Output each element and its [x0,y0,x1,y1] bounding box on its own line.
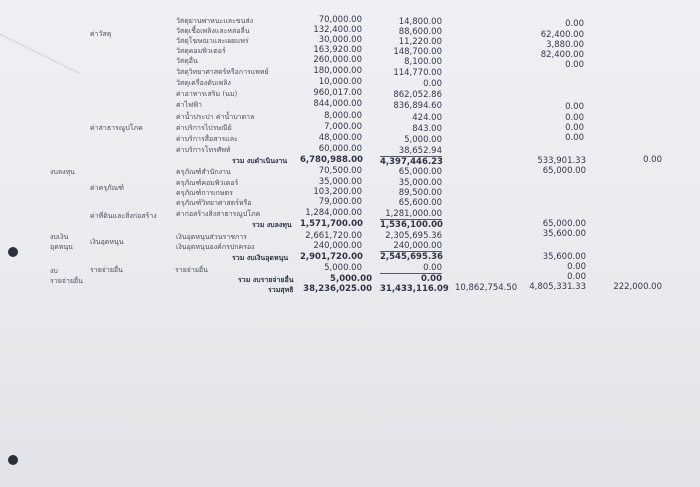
binder-hole-lower [8,455,18,465]
col4-value: 62,400.00 [540,30,584,40]
row-col2: 843.00 [412,124,442,134]
group-label-investment: งบลงทุน [50,168,75,176]
row-col4: 533,901.33 [537,156,586,166]
row-label: วัสดุเชื้อเพลิงและหล่อลื่น [176,27,250,35]
group-label-subsidy: เงินอุดหนุน [90,238,124,246]
row-label: ครุภัณฑ์สำนักงาน [176,168,231,176]
row-label: วัสดุยานพาหนะและขนส่ง [176,17,254,25]
group-label-subsidy-budget-2: อุดหนุน [50,243,73,251]
col4-value: 82,400.00 [540,50,584,60]
row-col2: 0.00 [380,264,442,274]
row-col2: 65,600.00 [398,198,442,208]
row-col1: 30,000.00 [318,35,362,45]
row-col1: 70,500.00 [318,166,362,176]
row-col1: 60,000.00 [318,144,362,154]
row-col2: 5,000.00 [404,135,442,145]
row-col1: 8,000.00 [324,111,362,121]
subtotal-label: รวม งบรายจ่ายอื่น [238,276,294,284]
row-col1: 960,017.00 [313,88,362,98]
row-col1: 844,000.00 [313,99,362,109]
row-col2: 0.00 [423,79,442,89]
row-label: ครุภัณฑ์คอมพิวเตอร์ [176,179,239,187]
row-label: ค่าอาหารเสริม (นม) [176,90,238,98]
subtotal-label: รวม งบเงินอุดหนุน [232,254,289,262]
row-col2: 65,000.00 [398,167,442,177]
row-col2: 836,894.60 [393,101,442,111]
row-col1: 180,000.00 [313,66,362,76]
row-col1: 10,000.00 [318,77,362,87]
grand-total-col3: 10,862,754.50 [455,283,518,293]
row-col2: 2,545,695.36 [380,252,443,262]
row-label: วัสดุวิทยาศาสตร์หรือการแพทย์ [176,68,269,76]
row-col1: 163,920.00 [313,45,362,55]
row-col2: 1,536,100.00 [380,220,443,230]
row-col1: 6,780,988.00 [300,155,363,165]
row-col4: 65,000.00 [542,166,586,176]
row-col5: 0.00 [643,155,662,165]
row-col4: 35,600.00 [542,229,586,239]
col4-value: 0.00 [565,19,584,29]
row-label: วัสดุเครื่องดับเพลิง [176,79,231,87]
col4-value: 0.00 [565,133,584,143]
row-label: ค่าน้ำประปา ค่าน้ำบาดาล [176,113,255,121]
row-label: เงินอุดหนุนส่วนราชการ [176,233,247,241]
row-col2: 11,220.00 [398,37,442,47]
col4-value: 0.00 [565,113,584,123]
row-col2: 148,700.00 [393,47,442,57]
row-col1: 132,400.00 [313,25,362,35]
row-label: วัสดุโฆษณาและเผยแพร่ [176,37,249,45]
row-label: ค่าก่อสร้างสิ่งสาธารณูปโภค [176,210,261,218]
row-col1: 5,000.00 [330,274,372,284]
row-col1: 1,284,000.00 [305,208,362,218]
row-col1: 1,571,700.00 [300,219,363,229]
row-col2: 240,000.00 [380,242,442,252]
group-label-subsidy-budget-1: งบเงิน [50,233,69,241]
row-col2: 35,000.00 [398,178,442,188]
row-col1: 103,200.00 [313,187,362,197]
row-col2: 2,305,695.36 [385,231,442,241]
row-col2: 114,770.00 [393,68,442,78]
row-label: วัสดุคอมพิวเตอร์ [176,47,226,55]
row-col2: 89,500.00 [398,188,442,198]
grand-total-col2: 31,433,116.09 [380,284,449,294]
group-label-land: ค่าที่ดินและสิ่งก่อสร้าง [90,212,157,220]
row-col2: 862,052.86 [393,90,442,100]
row-col1: 5,000.00 [324,263,362,273]
binder-hole-upper [8,247,18,257]
row-col2: 14,800.00 [398,17,442,27]
row-col2: 424.00 [412,113,442,123]
row-col2: 4,397,446.23 [380,157,443,167]
row-col4: 65,000.00 [542,219,586,229]
col4-value: 0.00 [565,123,584,133]
row-col4: 35,600.00 [542,252,586,262]
row-col4: 0.00 [567,272,586,282]
row-col1: 79,000.00 [318,197,362,207]
row-col1: 260,000.00 [313,55,362,65]
group-label-other-budget-2: รายจ่ายอื่น [50,277,83,285]
subtotal-label: รวม งบดำเนินงาน [232,157,288,165]
grand-total-label: รวมสุทธิ [268,286,294,294]
grand-total-col1: 38,236,025.00 [303,284,372,294]
col4-value: 3,880.00 [546,40,584,50]
row-col2: 38,652.94 [380,147,442,157]
row-col2: 1,281,000.00 [380,210,442,220]
row-col1: 70,000.00 [318,15,362,25]
col4-value: 0.00 [565,60,584,70]
row-label: ค่าบริการโทรศัพท์ [176,146,231,154]
row-col1: 240,000.00 [313,241,362,251]
subtotal-label: รวม งบลงทุน [252,221,292,229]
row-label: ครุภัณฑ์วิทยาศาสตร์หรือ [176,199,252,207]
row-col1: 7,000.00 [324,122,362,132]
group-label-other-item: รายจ่ายอื่น [175,266,208,274]
row-label: ค่าไฟฟ้า [176,101,202,109]
row-col2: 0.00 [421,274,442,284]
row-label: วัสดุอื่น [176,57,198,65]
row-label: ค่าบริการสื่อสารและ [176,135,238,143]
grand-total-col4: 4,805,331.33 [529,282,586,292]
row-col4: 0.00 [567,262,586,272]
group-label-utilities: ค่าสาธารณูปโภค [90,124,143,132]
row-label: เงินอุดหนุนองค์กรปกครอง [176,243,255,251]
grand-total-col5: 222,000.00 [613,282,662,292]
group-label-other: รายจ่ายอื่น [90,266,123,274]
row-label: ครุภัณฑ์การเกษตร [176,189,233,197]
row-col1: 2,661,720.00 [305,231,362,241]
group-label-durables: ค่าครุภัณฑ์ [90,184,124,192]
row-col1: 2,901,720.00 [300,252,363,262]
row-col1: 35,000.00 [318,177,362,187]
row-label: ค่าบริการไปรษณีย์ [176,124,232,132]
row-col1: 48,000.00 [318,133,362,143]
group-label-materials: ค่าวัสดุ [90,30,112,38]
group-label-other-budget-1: งบ [50,267,58,275]
col4-value: 0.00 [565,102,584,112]
row-col2: 8,100.00 [404,57,442,67]
row-col2: 88,600.00 [398,27,442,37]
